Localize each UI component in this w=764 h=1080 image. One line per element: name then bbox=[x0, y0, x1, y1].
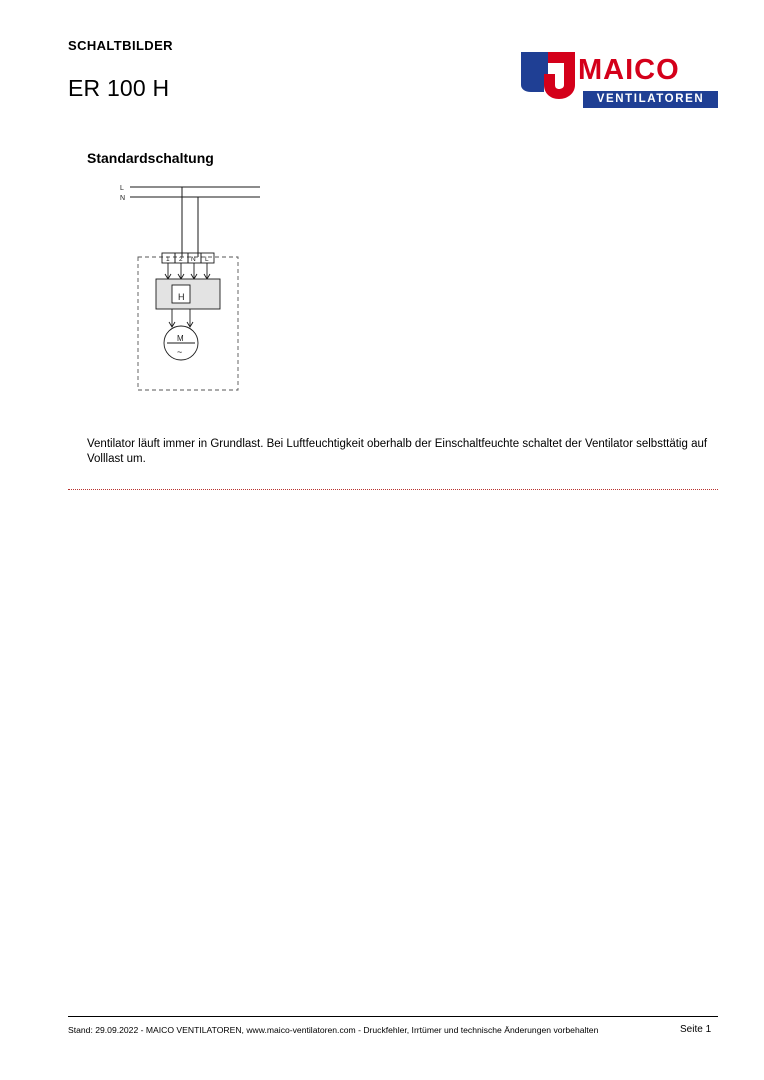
diagram-terminal-N: N bbox=[191, 256, 196, 263]
footer-text: Stand: 29.09.2022 - MAICO VENTILATOREN, www.maico-ventilatoren.com - Druckfehler, Irrtümer und technische Änderungen vorbehalten bbox=[68, 1025, 599, 1035]
diagram-module-H: H bbox=[178, 292, 185, 302]
section-title: Standardschaltung bbox=[87, 150, 214, 166]
document-kicker: SCHALTBILDER bbox=[68, 38, 173, 53]
maico-logo-mark-icon bbox=[521, 52, 575, 99]
maico-logo bbox=[521, 52, 718, 120]
maico-wordmark: MAICO bbox=[578, 54, 680, 86]
maico-subtitle: VENTILATOREN bbox=[596, 93, 705, 105]
footer-page-number: Seite 1 bbox=[680, 1024, 712, 1035]
wiring-diagram-svg bbox=[110, 175, 310, 405]
diagram-label-L: L bbox=[120, 185, 124, 192]
diagram-motor-symbol: ~ bbox=[177, 347, 183, 357]
footer-divider bbox=[68, 1016, 718, 1017]
section-divider bbox=[68, 489, 718, 490]
diagram-terminal-1: 1 bbox=[166, 256, 170, 263]
page-title: ER 100 H bbox=[68, 75, 170, 101]
diagram-label-N: N bbox=[120, 195, 126, 202]
diagram-terminal-L: L bbox=[205, 256, 209, 263]
description-paragraph: Ventilator läuft immer in Grundlast. Bei Luftfeuchtigkeit oberhalb der Einschaltfeuchte schaltet der Ventilator selbsttätig auf Volllast um. bbox=[87, 438, 708, 465]
diagram-terminal-2: 2 bbox=[179, 256, 183, 263]
wiring-diagram bbox=[110, 175, 310, 405]
maico-subtitle-bar bbox=[583, 91, 718, 108]
diagram-motor-M: M bbox=[177, 334, 184, 343]
